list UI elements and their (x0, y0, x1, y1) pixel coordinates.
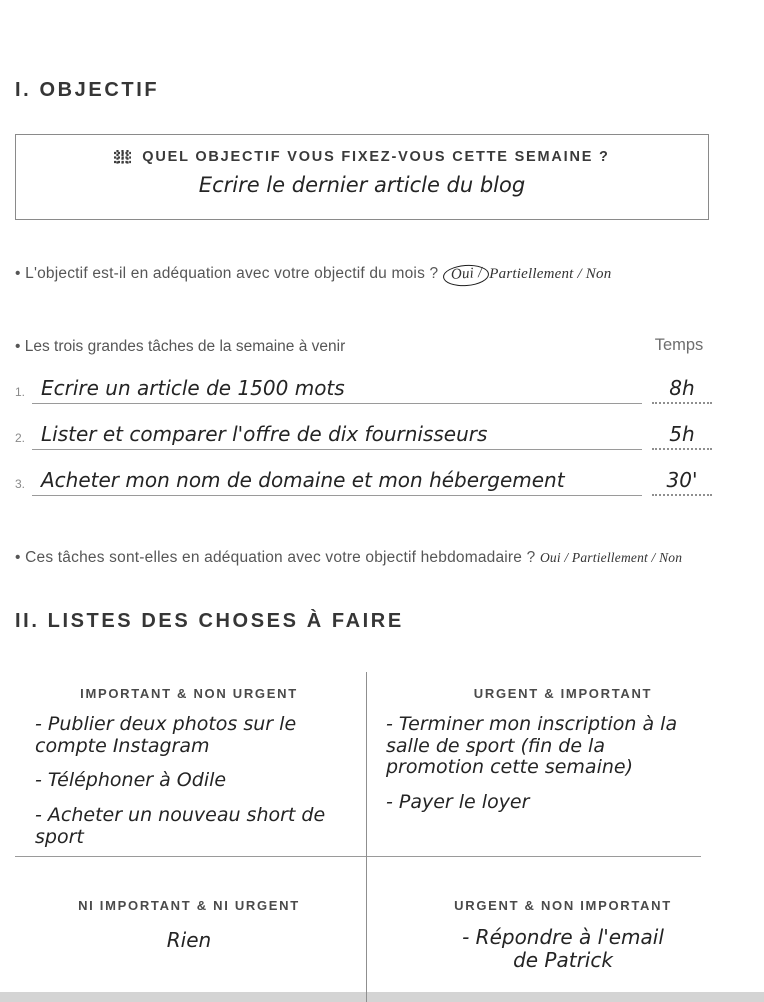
eisenhower-matrix (0, 672, 764, 1002)
task-time: 5h (652, 422, 712, 450)
weekly-objective-question: QUEL OBJECTIF VOUS FIXEZ-VOUS CETTE SEMAINE ? (142, 149, 610, 165)
task-row (15, 412, 712, 450)
task-text: Lister et comparer l'offre de dix fournisseurs (32, 422, 642, 450)
month-alignment-question: • L'objectif est-il en adéquation avec votre objectif du mois ? (15, 265, 443, 282)
todo-item: - Publier deux photos sur le compte Instagram (35, 713, 297, 757)
todo-item: - Acheter un nouveau short de sport (35, 803, 326, 848)
dotted-grid-icon (114, 150, 131, 165)
quadrant-header: IMPORTANT & NON URGENT (80, 686, 298, 701)
task-time: 30' (652, 468, 712, 496)
section-objective-heading: I. OBJECTIF (15, 79, 160, 101)
quadrant-urgent-non-important (374, 857, 752, 1002)
quadrant-header: NI IMPORTANT & NI URGENT (78, 898, 300, 913)
week-alignment-question-line (15, 549, 682, 567)
task-number: 3. (15, 477, 26, 491)
task-time: 8h (652, 376, 712, 404)
task-text: Acheter mon nom de domaine et mon hébergement (32, 468, 642, 496)
todo-item: - Répondre à l'email de Patrick (462, 925, 664, 972)
weekly-objective-answer: Ecrire le dernier article du blog (198, 173, 526, 197)
quadrant-header: URGENT & IMPORTANT (473, 686, 653, 701)
week-alignment-options: Oui / Partiellement / Non (539, 550, 683, 565)
todo-item: - Terminer mon inscription à la salle de sport (fin de la promotion cette semaine) (386, 713, 678, 779)
quadrant-items (386, 714, 694, 814)
month-alignment-options: Partiellement / Non (489, 266, 612, 282)
quadrant-ni-important-ni-urgent (15, 857, 363, 1002)
todo-item: - Téléphoner à Odile (35, 769, 227, 792)
quadrant-header: URGENT & NON IMPORTANT (454, 898, 672, 913)
quadrant-items (35, 714, 327, 848)
task-number: 2. (15, 431, 26, 445)
todo-item: Rien (166, 928, 212, 952)
quadrant-urgent-important (374, 672, 752, 856)
tasks-label: • Les trois grandes tâches de la semaine à venir (15, 338, 346, 355)
weekly-objective-question-row (16, 149, 708, 165)
task-row (15, 366, 712, 404)
todo-item: - Payer le loyer (386, 790, 530, 813)
task-number: 1. (15, 385, 26, 399)
time-column-header: Temps (654, 336, 704, 354)
circled-answer-oui: Oui / (442, 263, 490, 287)
task-text: Ecrire un article de 1500 mots (32, 376, 642, 404)
page-bottom-edge (0, 992, 764, 1002)
task-row (15, 458, 712, 496)
quadrant-items (448, 926, 678, 972)
quadrant-important-non-urgent (15, 672, 363, 856)
weekly-objective-box (15, 134, 709, 220)
week-alignment-question: • Ces tâches sont-elles en adéquation avec votre objectif hebdomadaire ? (15, 549, 540, 566)
quadrant-items (15, 929, 363, 952)
month-alignment-question-line (15, 265, 611, 286)
matrix-vertical-divider (366, 672, 367, 1002)
section-todo-heading: II. LISTES DES CHOSES À FAIRE (15, 610, 404, 632)
